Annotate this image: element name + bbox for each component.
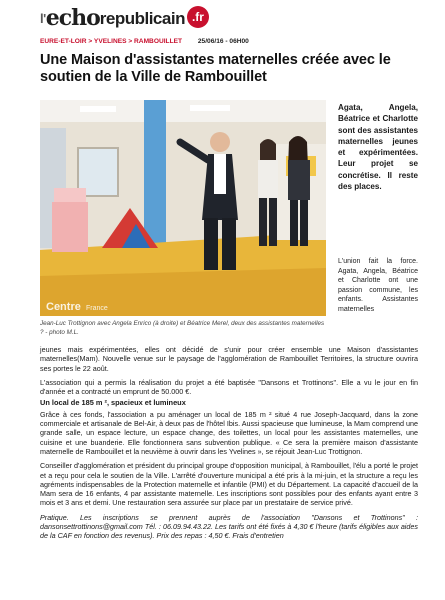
article-intro-column: L'union fait la force. Agata, Angela, Béatrice et Charlotte ont une passion commune, les enfants. Assistantes maternelles bbox=[338, 258, 418, 313]
article-lead: Agata, Angela, Béatrice et Charlotte sont des assistantes maternelles jeunes et expérimentées. Leur projet se concrétise. Il reste des places. bbox=[338, 103, 418, 192]
photo-watermark-suffix: France bbox=[86, 305, 108, 312]
article-body bbox=[40, 345, 418, 546]
body-paragraph: Grâce à ces fonds, l'association a pu aménager un local de 185 m ² situé 4 rue Joseph-Jacquard, dans la zone commerciale et artisanale de Bel-Air, à deux pas de l'hôtel Ibis. Aussi spacieuse que lumineuse, la Mam comprend une grande salle, un espace lecture, un espace change, des toilettes, un local pour les assistantes maternelles, une cuisine et une buanderie. Elle fonctionnera sans subvention publique. « Ce sera la première maison d'assistante maternelle de Rambouillet et la neuvième à ouvrir dans les Yvelines », se réjouit Jean-Luc Trottignon. bbox=[40, 409, 418, 456]
section-breadcrumb[interactable]: EURE-ET-LOIR > YVELINES > RAMBOUILLET bbox=[40, 38, 183, 45]
logo-republicain: republicain bbox=[99, 9, 185, 28]
photo-caption: Jean-Luc Trottignon avec Angela Enrico (à droite) et Béatrice Merel, deux des assistantes maternelles ? - photo M.L. bbox=[40, 320, 325, 336]
body-paragraph: jeunes mais expérimentées, elles ont décidé de s'unir pour créer ensemble une Maison d'assistantes maternelles(Mam). Nouvelle venue sur le paysage de l'agglomération de Rambouillet Territoires, la structure ouvrira ses portes le 22 août. bbox=[40, 345, 418, 373]
article-photo bbox=[40, 100, 326, 316]
body-subheading: Un local de 185 m ², spacieux et lumineux bbox=[40, 398, 186, 408]
logo-fr-badge: .fr bbox=[187, 6, 209, 28]
logo-echo: echo bbox=[45, 5, 100, 31]
practical-info: Pratique. Les inscriptions se prennent auprès de l'association "Dansons et Trottinons" : dansonsettrottinons@gmail.com Tél. : 06.09.94.43.22. Les tarifs ont été fixés à 4,30 € l'heure (tarifs éligibles aux aides de la CAF en fonction des revenus). Prix des repas : 4,50 €. Frais d'entretien bbox=[40, 512, 418, 541]
photo-illustration bbox=[40, 100, 326, 316]
photo-watermark: Centre bbox=[46, 301, 81, 313]
logo-prefix: l' bbox=[40, 11, 46, 26]
publish-date: 25/06/16 - 06H00 bbox=[197, 38, 249, 45]
masthead-logo[interactable] bbox=[40, 3, 209, 29]
body-paragraph: Conseiller d'agglomération et président du principal groupe d'opposition municipal, à Rambouillet, l'élu a porté le projet et a reçu pour cela le soutien de la Ville. L'arrêté d'ouverture municipal a été pris à la mi-juin, et la structure a reçu les agréments indispensables de la Protection maternelle et infantile (PMI) et du Département. La capacité d'accueil de la Mam sera de 16 enfants, 4 par assistante maternelle. Les inscriptions sont possibles pour des enfants ayant entre 3 mois et 3 ans et demi. Une restauration sera assurée sur place par un prestataire de service privé. bbox=[40, 461, 418, 508]
article-title: Une Maison d'assistantes maternelles créée avec le soutien de la Ville de Rambouillet bbox=[40, 52, 391, 85]
article-rubric bbox=[40, 38, 249, 45]
body-paragraph: L'association qui a permis la réalisation du projet a été baptisée "Dansons et Trottinons". Elle a vu le jour en fin d'année et a contracté un emprunt de 50.000 €. bbox=[40, 377, 418, 397]
